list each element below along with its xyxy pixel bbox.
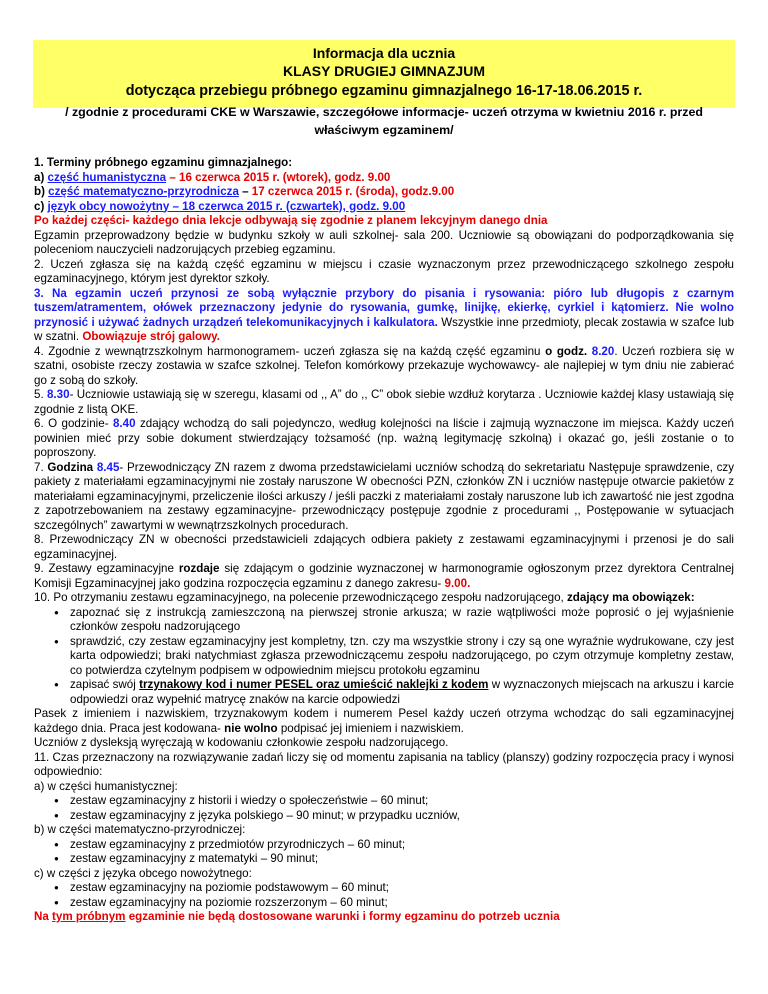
time-item: ● zestaw egzaminacyjny z języka polskiego – 90 minut; w przypadku uczniów, [34,809,734,824]
time-item: ● zestaw egzaminacyjny z historii i wiedzy o społeczeństwie – 60 minut; [34,794,734,809]
section-8: 8. Przewodniczący ZN w obecności przedstawicieli zdających odbiera pakiety z zestawami egzaminacyjnymi i przenosi je do sali egzaminacyjnej. [34,533,734,561]
section-11: 11. Czas przeznaczony na rozwiązywanie zadań liczy się od momentu zapisania na tablicy (planszy) godziny rozpoczęcia pracy i wynosi odpowiednio: [34,750,734,778]
part-b-heading: b) w części matematyczno-przyrodniczej: [34,823,246,836]
section-10-note: Pasek z imieniem i nazwiskiem, trzyznakowym kodem i numerem Pesel każdy uczeń otrzyma wchodząc do sali egzaminacyjnej każdego dnia. Praca jest kodowana- nie wolno podpisać jej imieniem i nazwiskiem. [34,707,734,735]
part-c-heading: c) w części z języka obcego nowożytnego: [34,866,252,880]
lessons-note: Po każdej części- każdego dnia lekcje odbywają się zgodnie z planem lekcyjnym danego dnia [34,214,548,227]
part-b-list [34,838,734,867]
section-1-heading: 1. Terminy próbnego egzaminu gimnazjalnego: [34,156,293,169]
header-class: KLASY DRUGIEJ GIMNAZJUM [283,63,485,79]
section-1-paragraph: Egzamin przeprowadzony będzie w budynku szkoły w auli szkolnej- sala 200. Uczniowie są obowiązani do podporządkowania się poleceniom nauczycieli nadzorujących przebieg egzaminu. [34,228,734,256]
section-4: 4. Zgodnie z wewnątrzszkolnym harmonogramem- uczeń zgłasza się na każdą część egzaminu o godz. 8.20. Uczeń rozbiera się w szatni, osobiste rzeczy zostawia w szafce szkolnej. Telefon komórkowy przekazuje wychowawcy- ale najlepiej w tym dniu nie zabierać go z sobą do szkoły. [34,344,735,387]
dyslexia-note: Uczniów z dysleksją wyręczają w kodowaniu członkowie zespołu nadzorującego. [34,736,449,749]
duty-item: ● sprawdzić, czy zestaw egzaminacyjny jest kompletny, tzn. czy ma wszystkie strony i czy są one wyraźnie wydrukowane, czy jest karta odpowiedzi; braki natychmiast zgłasza przewodniczącemu zespołu nadzorującego, po czym otrzymuje kompletny zestaw, co potwierdza czytelnym podpisem w odpowiednim miejscu protokołu egzaminu [34,635,734,679]
section-3: 3. Na egzamin uczeń przynosi ze sobą wyłącznie przybory do pisania i rysowania: pióro lub długopis z czarnym tuszem/atramentem, ołówek przeznaczony jedynie do rysowania, gumkę, linijkę, ekierkę, cyrkiel i kątomierz. Nie wolno przynosić i używać żadnych urządzeń telekomunikacyjnych i kalkulatora. Wszystkie inne przedmioty, plecak zostawia w szafce lub w szatni. Obowiązuje strój galowy. [34,286,734,343]
part-a-heading: a) w części humanistycznej: [34,779,178,793]
term-c: c) język obcy nowożytny – 18 czerwca 2015 r. (czwartek), godz. 9.00 [34,199,406,213]
header-title: Informacja dla ucznia [312,45,456,61]
footer-note: Na tym próbnym egzaminie nie będą dostosowane warunki i formy egzaminu do potrzeb ucznia [34,910,560,923]
time-item: ● zestaw egzaminacyjny z matematyki – 90 minut; [34,852,734,867]
term-a: a) część humanistyczna – 16 czerwca 2015 r. (wtorek), godz. 9.00 [34,170,391,184]
section-9: 9. Zestawy egzaminacyjne rozdaje się zdającym o godzinie wyznaczonej w harmonogramie ogłoszonym przez dyrektora Centralnej Komisji Egzaminacyjnej jako godzina rozpoczęcia egzaminu z danego zakresu- 9.00. [34,562,734,590]
part-a-list [34,794,734,823]
part-c-list [34,881,734,910]
section-7: 7. Godzina 8.45- Przewodniczący ZN razem z dwoma przedstawicielami uczniów schodzą do sekretariatu Następuje sprawdzenie, czy pakiety z materiałami egzaminacyjnymi nie zostały naruszone W obecności PZN, członków ZN i uczniów następuje otwarcie pakietów z materiałami egzaminacyjnymi, przeliczenie ilości arkuszy / jeśli paczki z materiałami zostały naruszone lub ich zawartość nie jest zgodna z zapotrzebowaniem na zestawy egzaminacyjne- przewodniczący postępuje zgodnie z procedurami ,, Postępowanie w sytuacjach szczególnych” zawartymi w wewnątrzszkolnych procedurach. [34,460,735,532]
document-body [34,156,734,925]
duty-item: ● zapoznać się z instrukcją zamieszczoną na pierwszej stronie arkusza; w razie wątpliwości może poprosić o jej wyjaśnienie członków zespołu nadzorującego [34,606,734,635]
time-item: ● zestaw egzaminacyjny z przedmiotów przyrodniczych – 60 minut; [34,838,734,853]
section-6: 6. O godzinie- 8.40 zdający wchodzą do sali pojedynczo, według kolejności na liście i zajmują wyznaczone im miejsca. Każdy uczeń powinien mieć przy sobie dokument stwierdzający tożsamość (np. ważną legitymację szkolną) i okazać go, jeśli zostanie o to poproszony. [34,417,734,459]
section-2: 2. Uczeń zgłasza się na każdą część egzaminu w miejscu i czasie wyznaczonym przez przewodniczącego szkolnego zespołu egzaminacyjnego, którym jest dyrektor szkoły. [34,257,734,285]
time-item: ● zestaw egzaminacyjny na poziomie podstawowym – 60 minut; [34,881,734,896]
header-note: / zgodnie z procedurami CKE w Warszawie, szczegółowe informacje- uczeń otrzyma w kwietniu 2016 r. przed właściwym egzaminem/ [65,105,703,137]
time-item: ● zestaw egzaminacyjny na poziomie rozszerzonym – 60 minut; [34,896,734,911]
section-5: 5. 8.30- Uczniowie ustawiają się w szeregu, klasami od ,, A” do ,, C” obok siebie wzdłuż korytarza . Uczniowie każdej klasy ustawiają się zgodnie z listą OKE. [34,388,734,416]
term-b: b) część matematyczno-przyrodnicza – 17 czerwca 2015 r. (środa), godz.9.00 [34,185,455,198]
duties-list [34,606,734,708]
duty-item: ● zapisać swój trzynakowy kod i numer PESEL oraz umieścić naklejki z kodem w wyznaczonych miejscach na arkuszu i karcie odpowiedzi oraz wypełnić matrycę znaków na karcie odpowiedzi [34,678,734,707]
header-subject: dotycząca przebiegu próbnego egzaminu gimnazjalnego 16-17-18.06.2015 r. [125,83,643,99]
section-10: 10. Po otrzymaniu zestawu egzaminacyjnego, na polecenie przewodniczącego zespołu nadzorującego, zdający ma obowiązek: [34,591,695,604]
